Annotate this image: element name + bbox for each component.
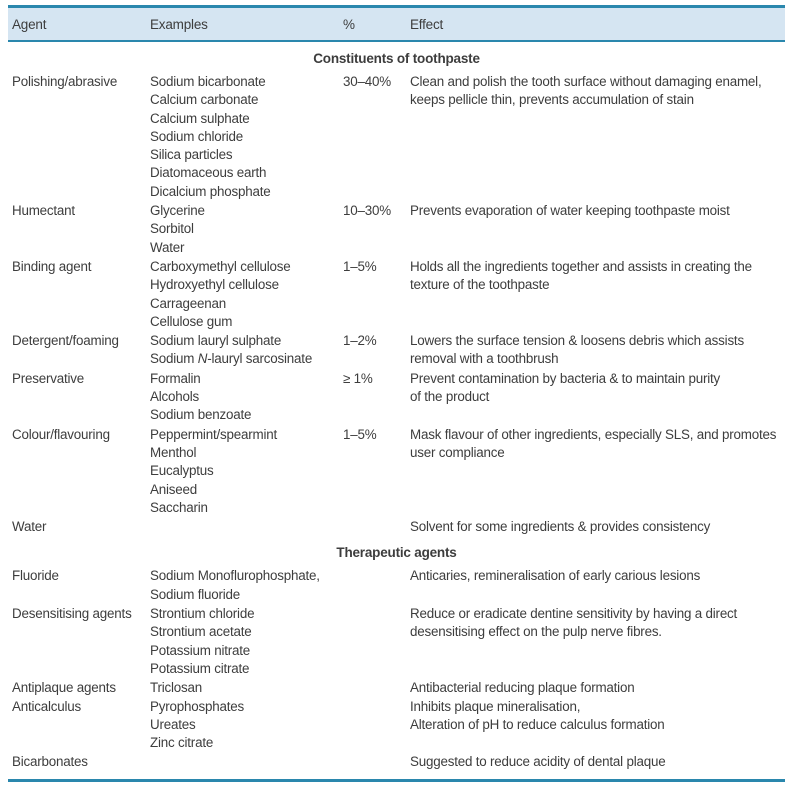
cell-agent: [8, 370, 150, 425]
cell-agent: [8, 258, 150, 331]
header-cell-agent: Agent: [12, 16, 47, 32]
cell-examples-line: Dicalcium phosphate: [150, 183, 271, 199]
cell-agent-line: Humectant: [12, 203, 75, 219]
cell-percent: [343, 567, 410, 604]
cell-percent: [343, 679, 410, 752]
cell-percent: [343, 258, 410, 331]
cell-effect: [410, 370, 785, 425]
cell-agent: [8, 518, 150, 536]
cell-effect-line: Reduce or eradicate dentine sensitivity by having a direct: [410, 606, 738, 622]
cell-effect-line: desensitising effect on the pulp nerve fibres.: [410, 624, 662, 640]
cell-percent: [343, 518, 410, 536]
cell-examples-line: Cellulose gum: [150, 313, 233, 329]
cell-examples-line: Hydroxyethyl cellulose: [150, 277, 279, 293]
cell-percent: [343, 202, 410, 257]
cell-agent: [8, 332, 150, 369]
cell-examples-line: Strontium acetate: [150, 624, 252, 640]
header-cell-examples: Examples: [150, 16, 208, 32]
cell-examples: [150, 679, 343, 752]
cell-agent-line: Anticalculus: [12, 698, 82, 714]
cell-examples-line: Sodium fluoride: [150, 586, 241, 602]
cell-percent-line: 1–5%: [343, 426, 377, 442]
cell-examples-line: Silica particles: [150, 147, 233, 163]
table-body: [8, 51, 785, 772]
cell-examples: [150, 370, 343, 425]
cell-examples-line: Menthol: [150, 444, 197, 460]
cell-examples-line: Sodium N-lauryl sarcosinate: [150, 351, 313, 367]
cell-effect-line: Anticaries, remineralisation of early carious lesions: [410, 568, 701, 584]
cell-percent-line: 1–5%: [343, 258, 377, 274]
cell-agent: [8, 202, 150, 257]
cell-effect: [410, 679, 785, 752]
cell-effect-line: Prevent contamination by bacteria & to maintain purity: [410, 370, 721, 386]
cell-effect: [410, 202, 785, 257]
bottom-rule: [8, 779, 785, 782]
cell-agent: [8, 426, 150, 517]
cell-agent: [8, 605, 150, 678]
cell-effect-line: Inhibits plaque mineralisation,: [410, 698, 581, 714]
table-row: [8, 567, 785, 604]
cell-examples-line: Formalin: [150, 370, 201, 386]
cell-examples-line: Calcium sulphate: [150, 110, 250, 126]
table-row: [8, 258, 785, 331]
cell-agent: [8, 753, 150, 771]
cell-effect-line: Solvent for some ingredients & provides consistency: [410, 519, 711, 535]
cell-effect: [410, 73, 785, 201]
cell-percent-line: 1–2%: [343, 333, 377, 349]
cell-examples-line: Triclosan: [150, 680, 203, 696]
section-title: Constituents of toothpaste: [313, 51, 480, 66]
table-row: [8, 370, 785, 425]
cell-percent-line: 10–30%: [343, 203, 391, 219]
cell-effect: [410, 567, 785, 604]
cell-examples: [150, 332, 343, 369]
cell-agent-line: Binding agent: [12, 258, 92, 274]
cell-agent-line: Colour/flavouring: [12, 426, 110, 442]
cell-effect-line: Antibacterial reducing plaque formation: [410, 680, 635, 696]
cell-percent-line: 30–40%: [343, 74, 391, 89]
cell-examples-line: Sorbitol: [150, 221, 194, 237]
cell-effect-line: texture of the toothpaste: [410, 277, 550, 293]
cell-effect-line: keeps pellicle thin, prevents accumulation of stain: [410, 92, 694, 108]
cell-examples-line: Carrageenan: [150, 295, 226, 311]
cell-effect-line: Mask flavour of other ingredients, especially SLS, and promotes: [410, 426, 777, 442]
cell-agent: [8, 679, 150, 752]
cell-effect-line: Prevents evaporation of water keeping toothpaste moist: [410, 203, 730, 219]
cell-examples-line: Sodium bicarbonate: [150, 74, 266, 89]
cell-examples: [150, 258, 343, 331]
table-row: [8, 332, 785, 369]
cell-examples: [150, 426, 343, 517]
cell-examples: [150, 567, 343, 604]
cell-examples-line: Diatomaceous earth: [150, 165, 267, 181]
cell-examples-line: Sodium chloride: [150, 128, 244, 144]
cell-examples-line: Alcohols: [150, 389, 200, 405]
cell-examples: [150, 518, 343, 536]
cell-examples-line: Ureates: [150, 716, 196, 732]
cell-examples-line: Strontium chloride: [150, 606, 255, 622]
cell-examples-line: Potassium citrate: [150, 660, 250, 676]
cell-examples: [150, 605, 343, 678]
cell-effect-line: of the product: [410, 389, 490, 405]
cell-agent: [8, 73, 150, 201]
table-row: [8, 202, 785, 257]
cell-examples: [150, 753, 343, 771]
table-row: [8, 426, 785, 517]
cell-examples-line: Aniseed: [150, 481, 197, 497]
cell-agent-line: Desensitising agents: [12, 606, 132, 622]
cell-examples: [150, 202, 343, 257]
cell-percent: [343, 426, 410, 517]
cell-examples-line: Calcium carbonate: [150, 92, 259, 108]
cell-agent-line: Preservative: [12, 370, 85, 386]
cell-percent: [343, 73, 410, 201]
cell-percent: [343, 370, 410, 425]
cell-agent-line: Polishing/abrasive: [12, 74, 118, 89]
cell-percent: [343, 753, 410, 771]
cell-examples-line: Water: [150, 239, 185, 255]
cell-examples-line: Peppermint/spearmint: [150, 426, 277, 442]
cell-examples-line: Carboxymethyl cellulose: [150, 258, 291, 274]
table-row: [8, 605, 785, 678]
cell-effect-line: removal with a toothbrush: [410, 351, 559, 367]
cell-effect-line: Suggested to reduce acidity of dental plaque: [410, 754, 666, 770]
header-cell-effect: Effect: [410, 16, 444, 32]
cell-agent-line: Fluoride: [12, 568, 59, 584]
section-title: Therapeutic agents: [336, 545, 457, 561]
table-row: [8, 679, 785, 752]
table-row: [8, 753, 785, 771]
cell-effect-line: Lowers the surface tension & loosens debris which assists: [410, 333, 744, 349]
cell-agent-line: Bicarbonates: [12, 754, 88, 770]
cell-examples-line: Saccharin: [150, 499, 208, 515]
table-header: [8, 5, 785, 42]
cell-effect-line: user compliance: [410, 444, 505, 460]
cell-examples-line: Sodium benzoate: [150, 407, 252, 423]
cell-agent: [8, 567, 150, 604]
cell-effect: [410, 258, 785, 331]
table-row: [8, 73, 785, 201]
cell-effect: [410, 426, 785, 517]
cell-effect-line: Clean and polish the tooth surface without damaging enamel,: [410, 74, 762, 89]
cell-effect-line: Alteration of pH to reduce calculus formation: [410, 716, 665, 732]
cell-examples-line: Eucalyptus: [150, 463, 214, 479]
cell-effect-line: Holds all the ingredients together and assists in creating the: [410, 258, 752, 274]
cell-agent-line: Antiplaque agents: [12, 680, 116, 696]
cell-agent-line: Water: [12, 519, 47, 535]
cell-percent: [343, 605, 410, 678]
cell-agent-line: Detergent/foaming: [12, 333, 119, 349]
cell-effect: [410, 518, 785, 536]
cell-effect: [410, 605, 785, 678]
cell-examples-line: Zinc citrate: [150, 735, 214, 751]
cell-examples-line: Sodium Monoflurophosphate,: [150, 568, 320, 584]
cell-percent-line: ≥ 1%: [343, 370, 373, 386]
cell-effect: [410, 332, 785, 369]
cell-examples-line: Glycerine: [150, 203, 205, 219]
cell-percent: [343, 332, 410, 369]
cell-examples-line: Pyrophosphates: [150, 698, 244, 714]
cell-examples: [150, 73, 343, 201]
header-cell-percent: %: [343, 16, 355, 32]
table-row: [8, 518, 785, 536]
cell-effect: [410, 753, 785, 771]
cell-examples-line: Potassium nitrate: [150, 642, 251, 658]
cell-examples-line: Sodium lauryl sulphate: [150, 333, 282, 349]
